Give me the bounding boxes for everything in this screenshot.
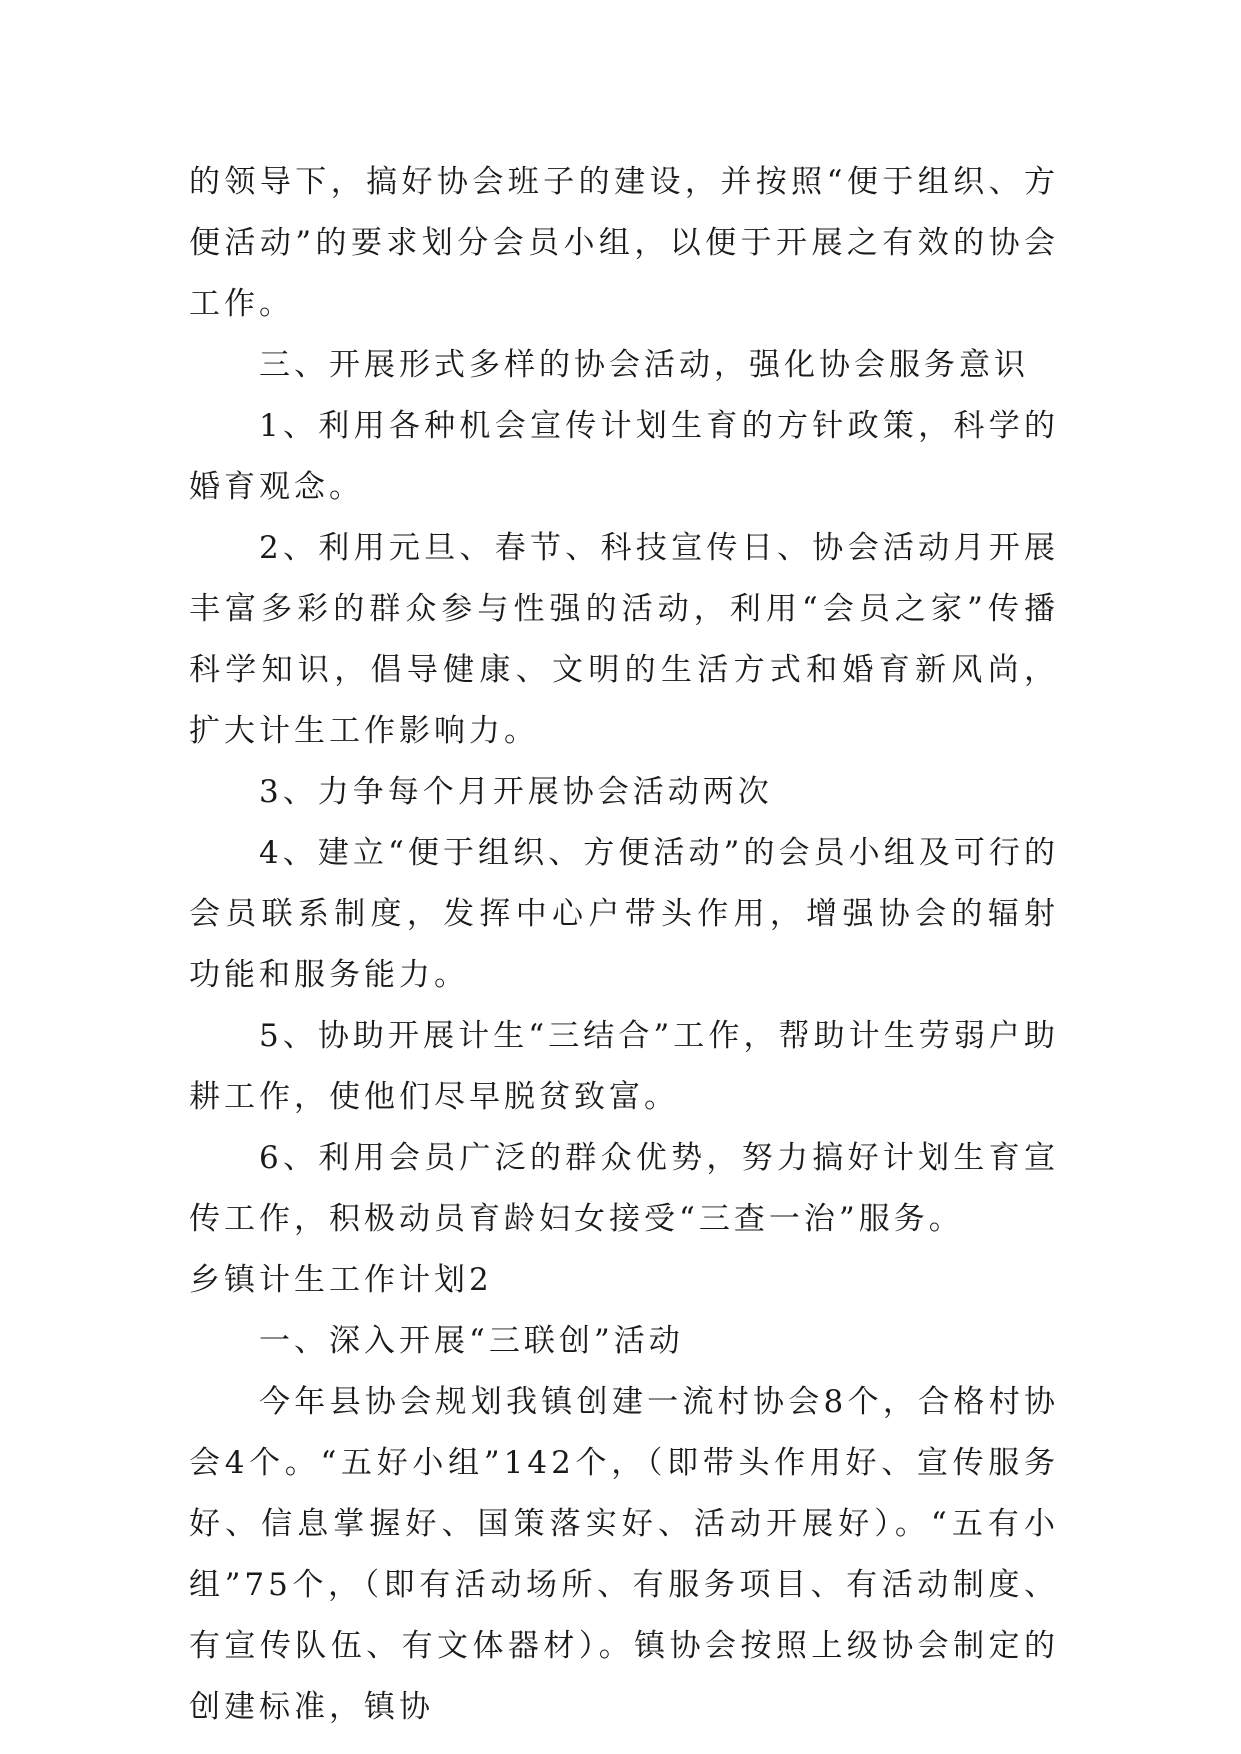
list-item-2: 2、利用元旦、春节、科技宣传日、协会活动月开展丰富多彩的群众参与性强的活动，利用“会员之家”传播科学知识，倡导健康、文明的生活方式和婚育新风尚，扩大计生工作影响力。	[189, 530, 1059, 749]
document-subtitle: 乡镇计生工作计划2	[189, 1262, 493, 1298]
section-heading-three: 三、开展形式多样的协会活动，强化协会服务意识	[259, 347, 1029, 383]
paragraph-continuation: 的领导下，搞好协会班子的建设，并按照“便于组织、方便活动”的要求划分会员小组，以便于开展之有效的协会工作。	[189, 164, 1059, 322]
list-item-3: 3、力争每个月开展协会活动两次	[259, 774, 773, 810]
list-item-4: 4、建立“便于组织、方便活动”的会员小组及可行的会员联系制度，发挥中心户带头作用，增强协会的辐射功能和服务能力。	[189, 835, 1059, 993]
list-item-6: 6、利用会员广泛的群众优势，努力搞好计划生育宣传工作，积极动员育龄妇女接受“三查一治”服务。	[189, 1140, 1059, 1237]
list-item-1: 1、利用各种机会宣传计划生育的方针政策，科学的婚育观念。	[189, 408, 1059, 505]
body-paragraph: 今年县协会规划我镇创建一流村协会8个，合格村协会4个。“五好小组”142个，（即带头作用好、宣传服务好、信息掌握好、国策落实好、活动开展好）。“五有小组”75个，（即有活动场所、有服务项目、有活动制度、有宣传队伍、有文体器材）。镇协会按照上级协会制定的创建标准，镇协	[189, 1384, 1059, 1725]
document-body	[189, 152, 1059, 1738]
section-heading-one: 一、深入开展“三联创”活动	[259, 1323, 684, 1359]
list-item-5: 5、协助开展计生“三结合”工作，帮助计生劳弱户助耕工作，使他们尽早脱贫致富。	[189, 1018, 1059, 1115]
